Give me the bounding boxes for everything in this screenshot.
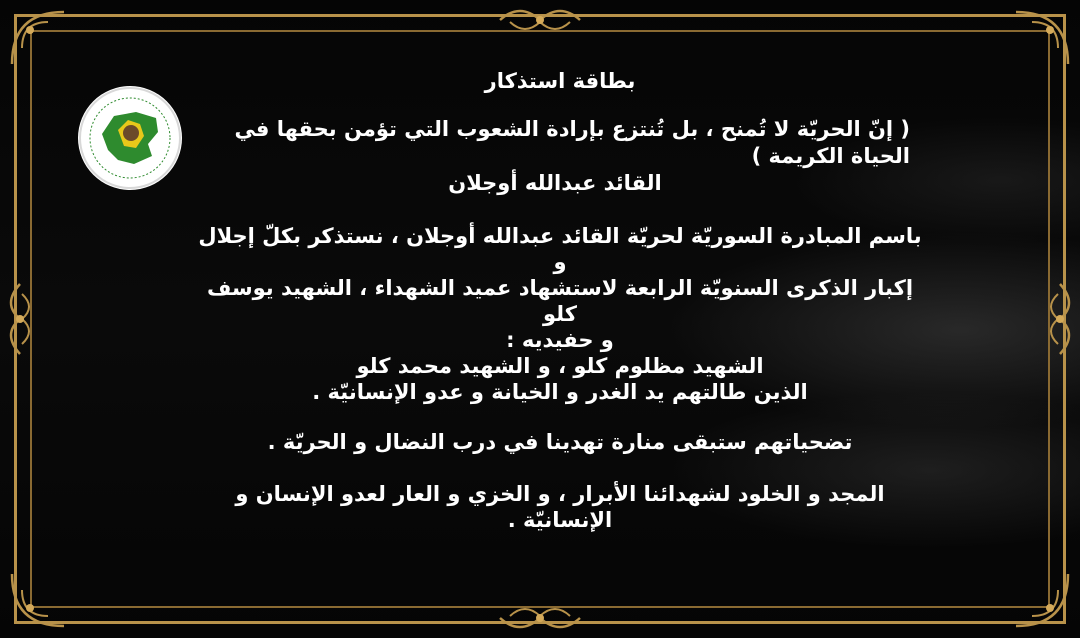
sacrifice-line: تضحياتهم ستبقى منارة تهدينا في درب النضال و الحريّة . <box>267 430 853 454</box>
card-text-block <box>190 66 930 533</box>
paragraph-line: باسم المبادرة السوريّة لحريّة القائد عبدالله أوجلان ، نستذكر بكلّ إجلال و <box>198 224 922 274</box>
closing-line: المجد و الخلود لشهدائنا الأبرار ، و الخزي و العار لعدو الإنسان و الإنسانيّة . <box>235 482 885 532</box>
leader-quote: ( إنّ الحريّة لا تُمنح ، بل تُنتزع بإرادة الشعوب التي تؤمن بحقها في الحياة الكريمة ) <box>234 117 910 168</box>
initiative-emblem-icon <box>78 86 182 190</box>
quote-author: القائد عبدالله أوجلان <box>448 171 662 195</box>
card-title: بطاقة استذكار <box>484 69 636 93</box>
top-left-corner-flourish-icon <box>8 8 68 68</box>
paragraph-line: و حفيديه : <box>506 328 614 352</box>
left-flourish-icon <box>0 279 40 359</box>
bottom-left-corner-flourish-icon <box>8 570 68 630</box>
bottom-flourish-icon <box>490 598 590 638</box>
right-flourish-icon <box>1040 279 1080 359</box>
paragraph-line: الذين طالتهم يد الغدر و الخيانة و عدو الإنسانيّة . <box>312 380 808 404</box>
memorial-paragraph <box>190 223 930 405</box>
paragraph-line: الشهيد مظلوم كلو ، و الشهيد محمد كلو <box>356 354 764 378</box>
top-right-corner-flourish-icon <box>1012 8 1072 68</box>
paragraph-line: إكبار الذكرى السنويّة الرابعة لاستشهاد عميد الشهداء ، الشهيد يوسف كلو <box>206 276 914 326</box>
bottom-right-corner-flourish-icon <box>1012 570 1072 630</box>
top-flourish-icon <box>490 0 590 40</box>
